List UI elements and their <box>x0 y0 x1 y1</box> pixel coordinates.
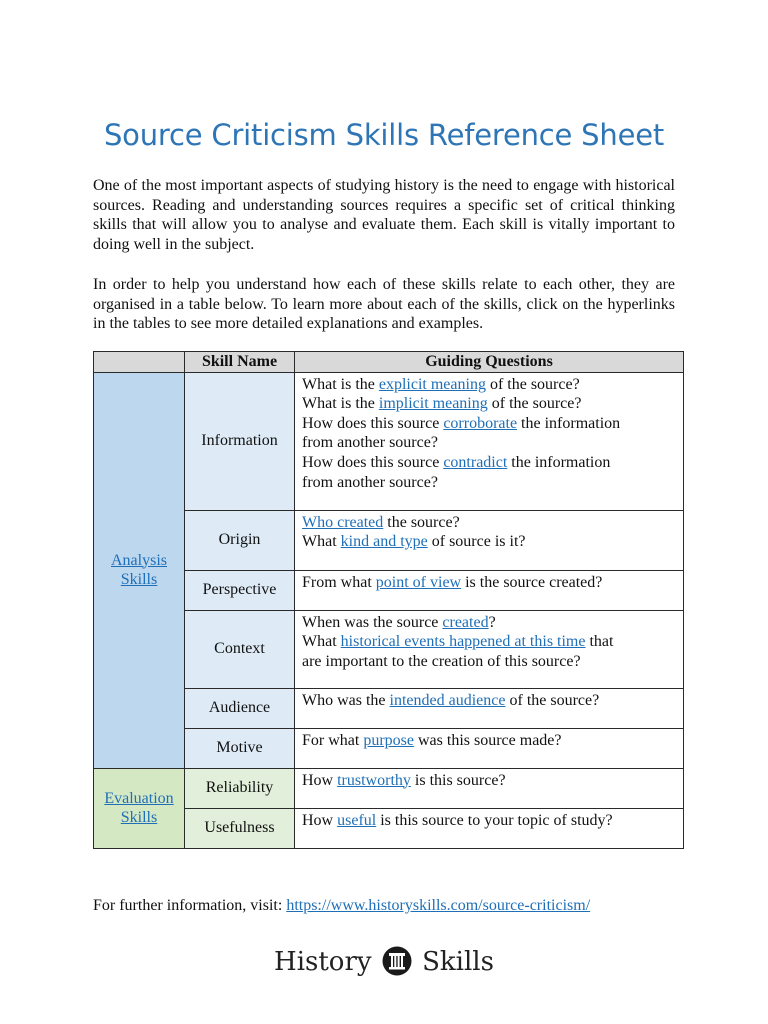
footer-link[interactable]: https://www.historyskills.com/source-criticism/ <box>286 897 591 914</box>
question-text: ? <box>488 613 496 631</box>
skills-table <box>93 351 684 849</box>
question-text: How <box>302 771 338 789</box>
question-text: of source is it? <box>427 533 526 551</box>
guiding-questions-cell <box>295 808 684 848</box>
question-text: of the source? <box>487 395 582 413</box>
table-row <box>94 372 684 510</box>
question-line <box>302 532 677 552</box>
guiding-questions-cell <box>295 570 684 610</box>
history-skills-logo <box>0 946 768 977</box>
logo-text-left: History <box>274 947 372 977</box>
guiding-questions-cell <box>295 510 684 570</box>
question-line <box>302 613 677 633</box>
question-text: What <box>302 633 341 651</box>
question-text: the source? <box>383 513 460 531</box>
skill-name-audience: Audience <box>185 688 295 728</box>
category-evaluation-skills <box>94 768 185 848</box>
category-analysis-skills-link[interactable]: Analysis <box>111 551 167 569</box>
question-text: What is the <box>302 375 379 393</box>
question-line <box>302 513 677 533</box>
question-text: of the source? <box>485 375 580 393</box>
intro-paragraph-1: One of the most important aspects of studying history is the need to engage with historical sources. Reading and understanding sources requires a specific set of critical thinking skills that will allow you to analyse and evaluate them. Each skill is vitally important to doing well in the subject. <box>93 177 675 253</box>
skill-name-origin: Origin <box>185 510 295 570</box>
category-evaluation-skills-link[interactable]: Skills <box>120 809 158 827</box>
skill-name-context: Context <box>185 610 295 688</box>
question-line <box>302 453 677 473</box>
question-text: is the source created? <box>461 573 603 591</box>
logo-text-right: Skills <box>422 947 494 977</box>
skill-hyperlink[interactable]: Who created <box>302 513 384 531</box>
question-text: is this source? <box>410 771 506 789</box>
table-header-row <box>94 352 684 373</box>
question-text: Who was the <box>302 691 390 709</box>
skill-name-motive: Motive <box>185 728 295 768</box>
footer <box>93 897 590 915</box>
skill-name-reliability: Reliability <box>185 768 295 808</box>
category-analysis-skills-link[interactable]: Skills <box>120 571 158 589</box>
question-text: was this source made? <box>413 731 562 749</box>
question-text: For what <box>302 731 364 749</box>
skill-hyperlink[interactable]: intended audience <box>389 691 506 709</box>
skill-hyperlink[interactable]: kind and type <box>340 533 428 551</box>
footer-label: For further information, visit: <box>93 897 287 914</box>
question-text: are important to the creation of this source? <box>302 652 581 670</box>
question-text: the information <box>507 453 611 471</box>
guiding-questions-cell <box>295 610 684 688</box>
skill-hyperlink[interactable]: trustworthy <box>337 771 411 789</box>
skill-name-information: Information <box>185 372 295 510</box>
column-icon <box>382 946 412 976</box>
question-text: When was the source <box>302 613 443 631</box>
header-guiding-questions: Guiding Questions <box>295 352 684 373</box>
question-text: of the source? <box>505 691 600 709</box>
question-text: How does this source <box>302 453 444 471</box>
guiding-questions-cell <box>295 768 684 808</box>
header-skill-name: Skill Name <box>185 352 295 373</box>
question-text: the information <box>517 414 621 432</box>
skill-hyperlink[interactable]: contradict <box>443 453 508 471</box>
guiding-questions-cell <box>295 688 684 728</box>
skill-hyperlink[interactable]: historical events happened at this time <box>340 633 586 651</box>
guiding-questions-cell <box>295 728 684 768</box>
question-line <box>302 771 677 791</box>
skill-hyperlink[interactable]: created <box>442 613 489 631</box>
question-line <box>302 652 677 672</box>
question-line <box>302 394 677 414</box>
skill-hyperlink[interactable]: useful <box>337 811 377 829</box>
skill-hyperlink[interactable]: explicit meaning <box>378 375 486 393</box>
question-line <box>302 375 677 395</box>
intro-paragraph-2: In order to help you understand how each of these skills relate to each other, they are organised in a table below. To learn more about each of the skills, click on the hyperlinks in the tables to see more detailed explanations and examples. <box>93 276 675 333</box>
header-category <box>94 352 185 373</box>
guiding-questions-cell <box>295 372 684 510</box>
question-line <box>302 433 677 453</box>
category-evaluation-skills-link[interactable]: Evaluation <box>104 789 174 807</box>
category-analysis-skills <box>94 372 185 768</box>
question-text: What <box>302 533 341 551</box>
skill-name-usefulness: Usefulness <box>185 808 295 848</box>
question-line <box>302 632 677 652</box>
page-title: Source Criticism Skills Reference Sheet <box>103 118 665 152</box>
skill-hyperlink[interactable]: purpose <box>363 731 414 749</box>
table-row <box>94 768 684 808</box>
question-text: What is the <box>302 395 379 413</box>
question-line <box>302 414 677 434</box>
skill-name-perspective: Perspective <box>185 570 295 610</box>
question-text: From what <box>302 573 376 591</box>
question-text: from another source? <box>302 434 438 452</box>
question-line <box>302 731 677 751</box>
question-text: is this source to your topic of study? <box>376 811 613 829</box>
skill-hyperlink[interactable]: implicit meaning <box>378 395 488 413</box>
question-text: from another source? <box>302 473 438 491</box>
question-line <box>302 473 677 493</box>
skill-hyperlink[interactable]: corroborate <box>443 414 518 432</box>
question-line <box>302 573 677 593</box>
question-text: How <box>302 811 338 829</box>
skill-hyperlink[interactable]: point of view <box>375 573 462 591</box>
question-line <box>302 811 677 831</box>
question-text: that <box>585 633 614 651</box>
question-text: How does this source <box>302 414 444 432</box>
question-line <box>302 691 677 711</box>
